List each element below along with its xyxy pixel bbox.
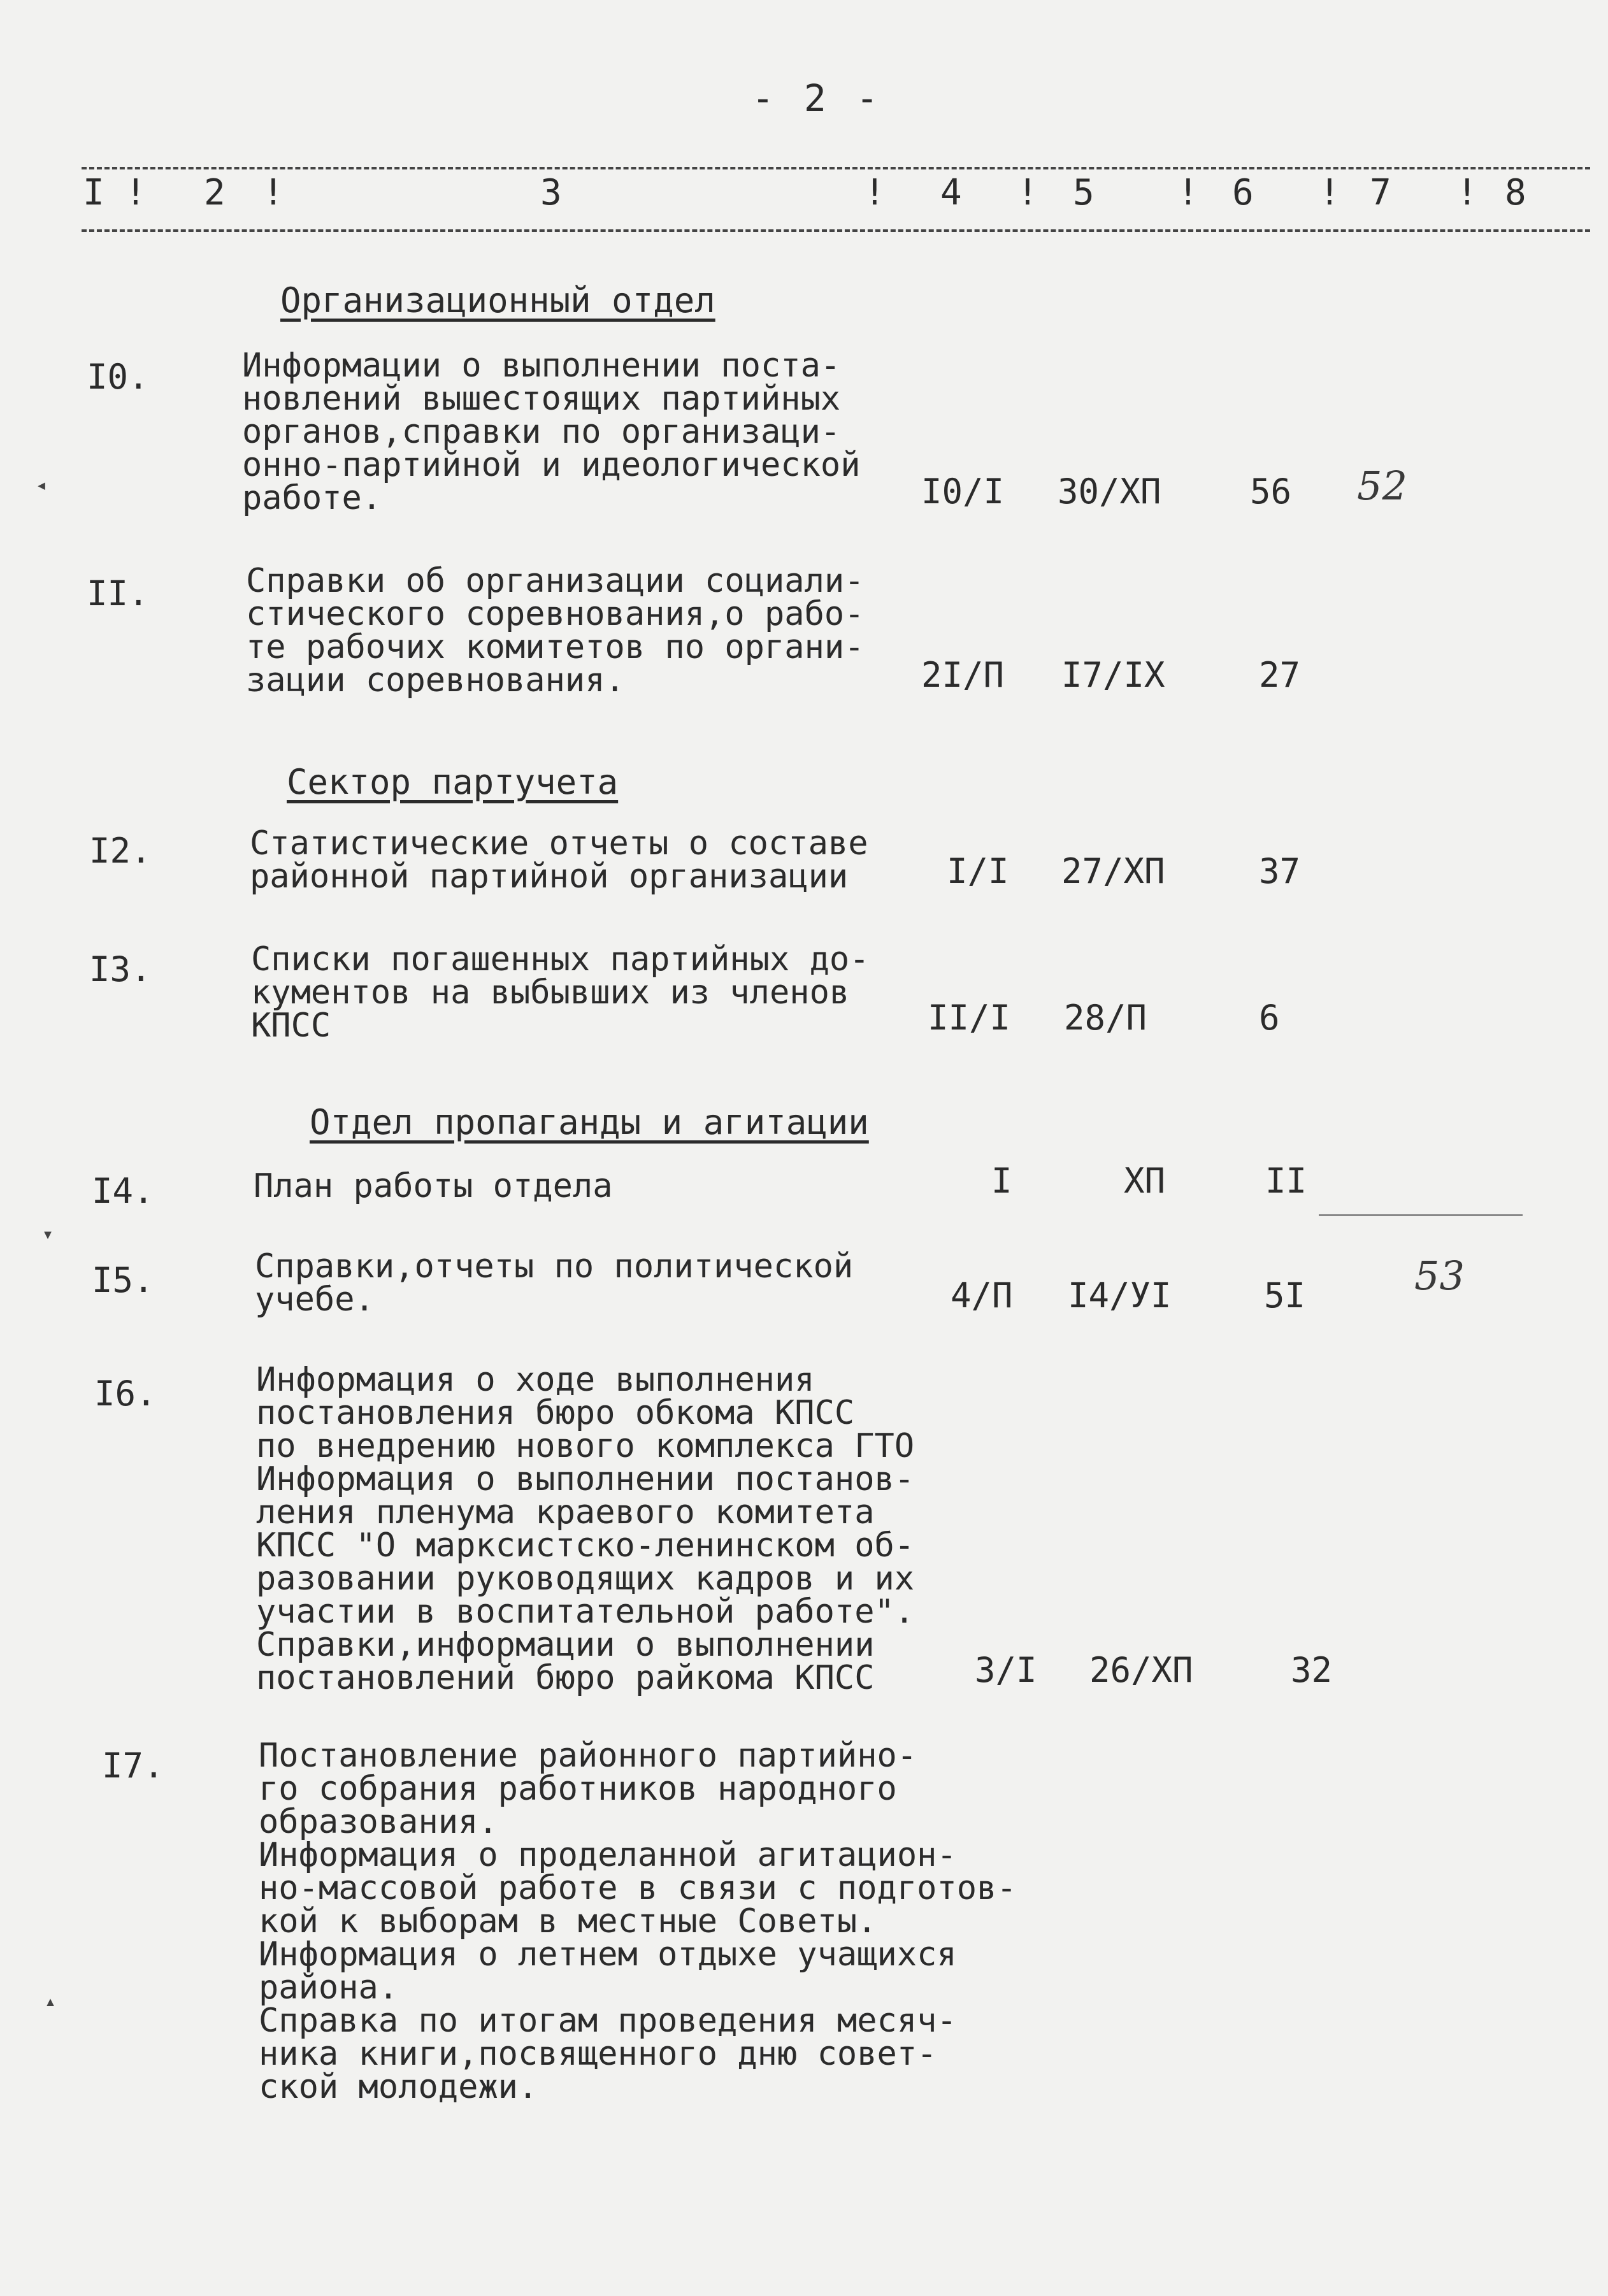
row-text: План работы отдела <box>254 1167 613 1205</box>
col-sep: ! <box>1177 172 1199 213</box>
margin-mark: ▾ <box>42 1223 54 1245</box>
col-header-7: 7 <box>1370 172 1391 213</box>
col-sep: ! <box>125 172 147 213</box>
margin-mark: ◂ <box>36 474 48 496</box>
section-heading: Организационный отдел <box>280 280 715 320</box>
row-sheets: 6 <box>1259 998 1280 1038</box>
row-end-date: 28/П <box>1064 998 1147 1038</box>
section-heading: Сектор партучета <box>287 762 619 802</box>
margin-mark: ▴ <box>45 1990 57 2013</box>
row-number: II. <box>87 573 149 613</box>
row-number: I6. <box>94 1374 157 1414</box>
row-number: I0. <box>87 357 149 397</box>
row-text: Информация о ходе выполнения постановления бюро обкома КПСС по внедрению нового комплекса ГТО Информация о выполнении постанов- ления пленума краевого комитета КПСС "О марксистско-ленинском об- разовании руководящих кадров и их участии в воспитательной работе". Справки,информации о выполнении постановлений бюро райкома КПСС <box>256 1361 915 1697</box>
row-text: Справки,отчеты по политической учебе. <box>255 1247 854 1319</box>
row-start-date: 4/П <box>951 1275 1013 1316</box>
row-sheets: II <box>1265 1161 1307 1201</box>
row-end-date: 27/ХП <box>1061 851 1165 891</box>
handwritten-number: 53 <box>1414 1252 1465 1299</box>
row-end-date: I4/УI <box>1068 1275 1172 1316</box>
row-text: Списки погашенных партийных до- кументов на выбывших из членов КПСС <box>251 940 870 1045</box>
col-sep: ! <box>1319 172 1340 213</box>
pencil-rule <box>1319 1214 1523 1216</box>
row-sheets: 37 <box>1259 851 1301 891</box>
row-sheets: 27 <box>1259 655 1301 695</box>
row-start-date: 2I/П <box>921 655 1005 695</box>
row-number: I7. <box>102 1746 164 1786</box>
row-start-date: I0/I <box>921 471 1005 512</box>
col-header-8: 8 <box>1505 172 1526 213</box>
row-end-date: 30/ХП <box>1058 471 1161 512</box>
row-sheets: 5I <box>1264 1275 1306 1316</box>
row-start-date: I/I <box>947 851 1009 891</box>
row-text: Статистические отчеты о составе районной партийной организации <box>250 824 868 896</box>
page-number: - 2 - <box>752 76 882 120</box>
row-number: I5. <box>92 1260 154 1300</box>
row-text: Информации о выполнении поста- новлений вышестоящих партийных органов,справки по организаци- онно-партийной и идеологической работе. <box>242 347 861 517</box>
section-heading: Отдел пропаганды и агитации <box>310 1102 869 1142</box>
row-number: I4. <box>92 1171 154 1211</box>
col-sep: ! <box>864 172 886 213</box>
row-start-date: I <box>991 1161 1012 1201</box>
col-header-4: 4 <box>940 172 962 213</box>
col-sep: ! <box>1456 172 1478 213</box>
col-header-1: I <box>83 172 104 213</box>
row-end-date: 26/ХП <box>1089 1650 1193 1690</box>
col-sep: ! <box>262 172 284 213</box>
header-bottom-rule <box>82 229 1590 232</box>
row-sheets: 56 <box>1250 471 1292 512</box>
row-number: I2. <box>89 831 152 871</box>
col-sep: ! <box>1017 172 1038 213</box>
row-start-date: 3/I <box>975 1650 1037 1690</box>
col-header-5: 5 <box>1073 172 1095 213</box>
col-header-3: 3 <box>540 172 562 213</box>
row-text: Справки об организации социали- стического соревнования,о рабо- те рабочих комитетов по органи- зации соревнования. <box>246 562 865 700</box>
handwritten-number: 52 <box>1357 463 1407 509</box>
col-header-6: 6 <box>1232 172 1254 213</box>
header-top-rule <box>82 167 1590 169</box>
row-text: Постановление районного партийно- го собрания работников народного образования. Информация о проделанной агитацион- но-массовой работе в связи с подготов- кой к выборам в местные Советы. Информация о летнем отдыхе учащихся района. Справка по итогам проведения месяч- ника книги,посвященного дню совет- ской молодежи. <box>259 1737 1017 2106</box>
row-number: I3. <box>89 949 152 989</box>
row-sheets: 32 <box>1291 1650 1333 1690</box>
row-end-date: I7/IX <box>1061 655 1165 695</box>
col-header-2: 2 <box>204 172 226 213</box>
row-start-date: II/I <box>928 998 1011 1038</box>
row-end-date: ХП <box>1124 1161 1166 1201</box>
